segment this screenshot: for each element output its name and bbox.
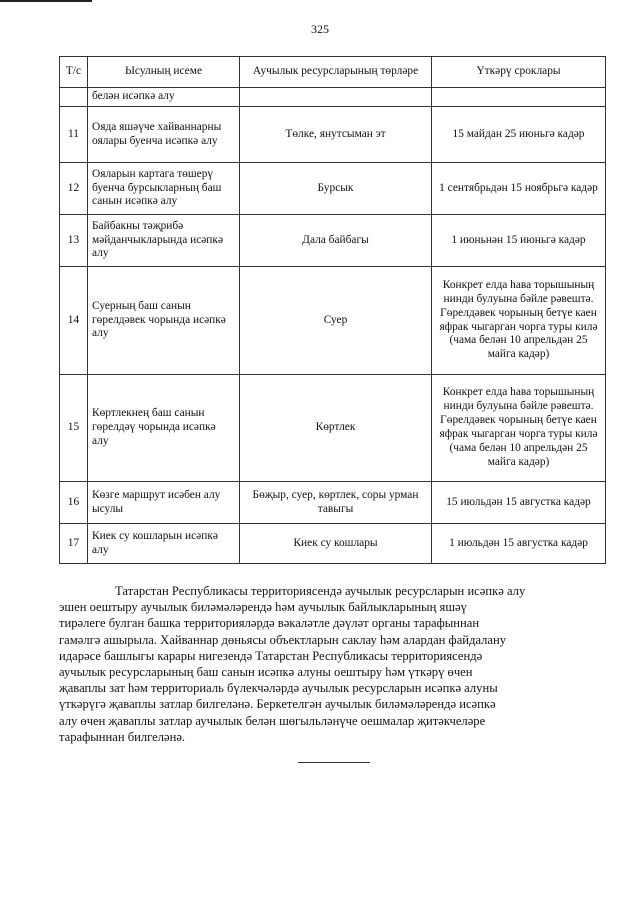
row-resource: Бурсык [240, 163, 432, 215]
row-number [60, 88, 88, 107]
row-term: 1 сентябрьдән 15 ноябрьгә кадәр [432, 163, 606, 215]
top-rule [0, 0, 92, 2]
row-method-name: Көртлекнең баш санын гөрелдәү чорында исәпкә алу [88, 375, 240, 482]
table-row [60, 215, 606, 267]
table-row [60, 163, 606, 215]
paragraph-line: тарафыннан билгеләнә. [59, 729, 186, 744]
row-method-name: Ояларын картага төшерү буенча бурсыкларның баш санын исәпкә алу [88, 163, 240, 215]
row-term: 15 июльдән 15 августка кадәр [432, 482, 606, 524]
row-number: 17 [60, 524, 88, 564]
row-number: 11 [60, 107, 88, 163]
table-header-row [60, 57, 606, 88]
table-row [60, 524, 606, 564]
table-row [60, 375, 606, 482]
row-resource: Төлке, янутсыман эт [240, 107, 432, 163]
paragraph-line: тирәлеге булган башка территорияләрдә вәкаләтле дәүләт органы тарафыннан [59, 616, 480, 631]
row-number: 14 [60, 267, 88, 375]
end-rule [298, 762, 370, 763]
page-number: 325 [311, 22, 329, 36]
row-method-name: Байбакны тәҗрибә мәйданчыкларында исәпкә алу [88, 215, 240, 267]
row-term: Конкрет елда һава торышының нинди булуына бәйле рәвештә. Гөрелдәвек чорының бетүе каен яфрак чыгарган чорга туры килә (чама белән 10 апрельдән 25 майга кадәр) [432, 267, 606, 375]
row-term [432, 88, 606, 107]
paragraph-line: үткәрүгә җаваплы затлар билгеләнә. Беркетелгән аучылык биләмәләрендә исәпкә [59, 697, 496, 712]
table-row [60, 482, 606, 524]
row-resource: Дала байбагы [240, 215, 432, 267]
row-method-name: Көзге маршрут исәбен алу ысулы [88, 482, 240, 524]
row-number: 16 [60, 482, 88, 524]
header-number: Т/с [60, 57, 88, 88]
row-method-name: Киек су кошларын исәпкә алу [88, 524, 240, 564]
row-resource [240, 88, 432, 107]
row-term: 1 июльдән 15 августка кадәр [432, 524, 606, 564]
row-method-name: белән исәпкә алу [88, 88, 240, 107]
row-resource: Киек су кошлары [240, 524, 432, 564]
row-number: 15 [60, 375, 88, 482]
row-resource: Суер [240, 267, 432, 375]
paragraph-line: җаваплы зат һәм территориаль бүлекчәләрдә аучылык ресурсларын исәпкә алуны [59, 681, 498, 696]
row-number: 13 [60, 215, 88, 267]
paragraph-line: аучылык ресурсларының баш санын исәпкә алуны оештыру һәм үткәрү өчен [59, 665, 473, 680]
row-term: 1 июньнән 15 июньгә кадәр [432, 215, 606, 267]
header-resource-types: Аучылык ресурсларының төрләре [240, 57, 432, 88]
row-resource: Көртлек [240, 375, 432, 482]
row-term: Конкрет елда һава торышының нинди булуына бәйле рәвештә. Гөрелдәвек чорының бетүе каен яфрак чыгарган чорга туры килә (чама белән 10 апрельдән 25 майга кадәр) [432, 375, 606, 482]
table-row [60, 267, 606, 375]
row-number: 12 [60, 163, 88, 215]
paragraph-line: эшен оештыру аучылык биләмәләрендә һәм аучылык байлыкларының яшәү [59, 600, 467, 615]
paragraph-line: Татарстан Республикасы территориясендә аучылык ресурсларын исәпкә алу [115, 584, 526, 598]
table-row [60, 107, 606, 163]
table-row [60, 88, 606, 107]
census-methods-table [59, 56, 606, 564]
paragraph-line: идарәсе башлыгы карары нигезендә Татарстан Республикасы территориясендә [59, 648, 483, 663]
row-method-name: Суерның баш санын гөрелдәвек чорында исәпкә алу [88, 267, 240, 375]
row-method-name: Ояда яшәүче хайваннарны оялары буенча исәпкә алу [88, 107, 240, 163]
paragraph-line: алу өчен җаваплы затлар аучылык белән шөгыльләнүче оешмалар җитәкчеләре [59, 713, 486, 728]
header-terms: Үткәрү сроклары [432, 57, 606, 88]
paragraph-line: гамәлгә ашырыла. Хайваннар дөньясы объектларын саклау һәм алардан файдалану [59, 632, 507, 647]
row-term: 15 майдан 25 июньгә кадәр [432, 107, 606, 163]
header-method-name: Ысулның исеме [88, 57, 240, 88]
row-resource: Бөҗыр, суер, көртлек, соры урман тавыгы [240, 482, 432, 524]
body-paragraph [59, 583, 604, 745]
